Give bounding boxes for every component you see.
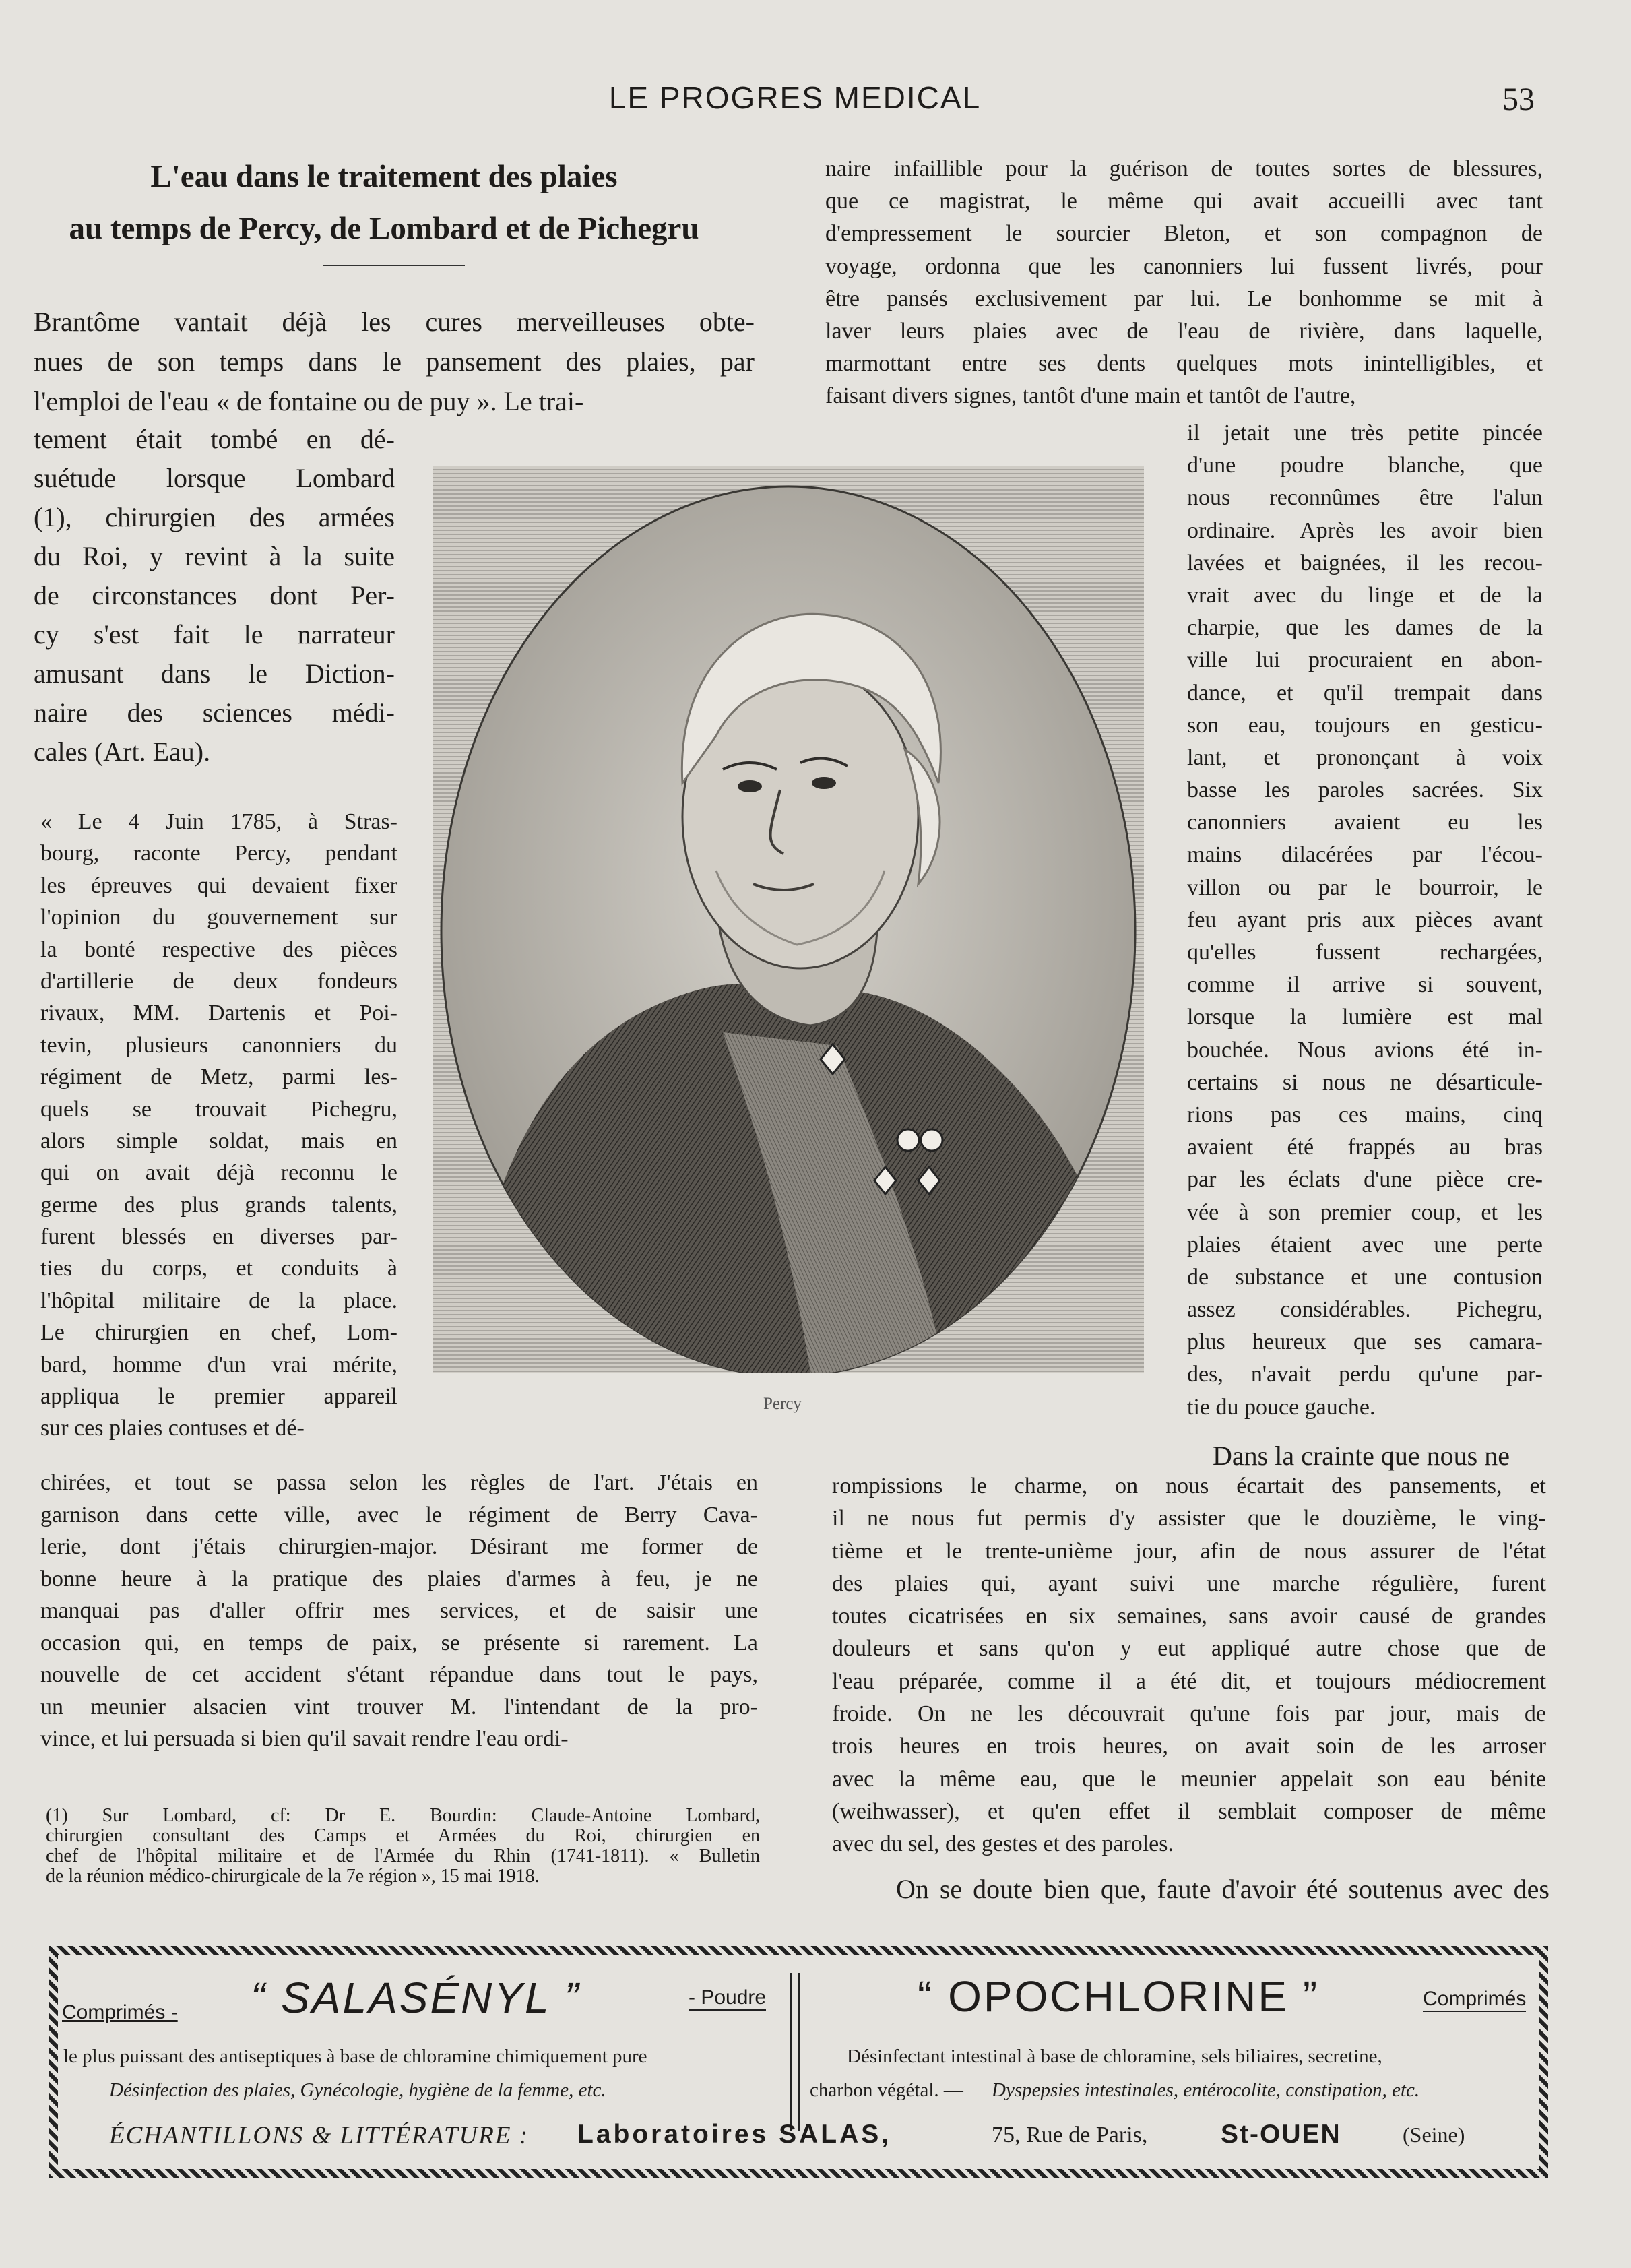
laboratory-city: St-OUEN xyxy=(1221,2120,1341,2149)
right-final-line: On se doute bien que, faute d'avoir été soutenus avec des xyxy=(896,1874,1549,1904)
right-narrow-line: plaies étaient avec une perte xyxy=(1187,1232,1543,1257)
right-narrow-line: d'une poudre blanche, que xyxy=(1187,453,1543,478)
intro-line: nues de son temps dans le pansement des plaies, par xyxy=(34,346,755,377)
intro-paragraph xyxy=(34,302,755,421)
quote-line: ties du corps, et conduits à xyxy=(40,1256,397,1282)
right-narrow-line: ordinaire. Après les avoir bien xyxy=(1187,517,1543,543)
right-bottom-line: froide. On ne les découvrait qu'une fois par jour, mais de xyxy=(832,1701,1546,1727)
page-number: 53 xyxy=(1502,82,1535,117)
right-bottom-line: douleurs et sans qu'on y eut appliqué autre chose que de xyxy=(832,1636,1546,1662)
quote-line: bard, homme d'un vrai mérite, xyxy=(40,1352,397,1377)
right-narrow-line: mains dilacérées par l'écou- xyxy=(1187,842,1543,868)
right-column-paragraph xyxy=(825,153,1543,413)
quote-line: régiment de Metz, parmi les- xyxy=(40,1065,397,1090)
right-narrow-line: bouchée. Nous avions été in- xyxy=(1187,1037,1543,1063)
footnote-line: chirurgien consultant des Camps et Armées du Roi, chirurgien en xyxy=(46,1826,760,1846)
salasenyl-description: le plus puissant des antiseptiques à base de chloramine chimiquement pure xyxy=(63,2046,647,2067)
laboratory-address: 75, Rue de Paris, xyxy=(992,2122,1148,2147)
right-narrow-line: comme il arrive si souvent, xyxy=(1187,972,1543,998)
quote-line: tevin, plusieurs canonniers du xyxy=(40,1032,397,1058)
right-bottom-line: rompissions le charme, on nous écartait des pansements, et xyxy=(832,1474,1546,1499)
footnote-line: de la réunion médico-chirurgicale de la 7e région », 15 mai 1918. xyxy=(46,1866,540,1887)
salasenyl-indications: Désinfection des plaies, Gynécologie, hygiène de la femme, etc. xyxy=(109,2079,606,2101)
right-bottom-line: avec la même eau, que le meunier appelait son eau bénite xyxy=(832,1766,1546,1792)
quote-line: appliqua le premier appareil xyxy=(40,1384,397,1410)
right-narrow-line: vrait avec du linge et de la xyxy=(1187,582,1543,608)
right-narrow-line: nous reconnûmes être l'alun xyxy=(1187,485,1543,511)
right-bottom-line: tième et le trente-unième jour, afin de nous assurer de l'état xyxy=(832,1538,1546,1564)
right-narrow-line: il jetait une très petite pincée xyxy=(1187,420,1543,445)
right-paragraph-start: Dans la crainte que nous ne xyxy=(1213,1441,1510,1471)
right-column-bottom-paragraph xyxy=(832,1470,1546,1861)
right-bottom-line: l'eau préparée, comme il a été dit, et toujours médiocrement xyxy=(832,1668,1546,1694)
quote-line: « Le 4 Juin 1785, à Stras- xyxy=(40,809,397,834)
quote-line: rivaux, MM. Dartenis et Poi- xyxy=(40,1001,397,1026)
quote-line: alors simple soldat, mais en xyxy=(40,1128,397,1154)
intro-narrow-line: du Roi, y revint à la suite xyxy=(34,541,395,571)
article-title-line-1: L'eau dans le traitement des plaies xyxy=(150,159,618,194)
right-narrow-line: par les éclats d'une pièce cre- xyxy=(1187,1167,1543,1193)
right-top-line: naire infaillible pour la guérison de toutes sortes de blessures, xyxy=(825,156,1543,181)
right-top-line: marmottant entre ses dents quelques mots inintelligibles, et xyxy=(825,351,1543,377)
right-narrow-line: plus heureux que ses camara- xyxy=(1187,1329,1543,1355)
right-bottom-line: des plaies qui, ayant suivi une marche régulière, furent xyxy=(832,1571,1546,1596)
right-narrow-line: dance, et qu'il trempait dans xyxy=(1187,680,1543,705)
intro-narrow-line: cales (Art. Eau). xyxy=(34,736,211,767)
quote-wide-line: chirées, et tout se passa selon les règles de l'art. J'étais en xyxy=(40,1470,758,1495)
right-narrow-line: vée à son premier coup, et les xyxy=(1187,1199,1543,1225)
intro-narrow-line: naire des sciences médi- xyxy=(34,697,395,728)
right-narrow-line: rions pas ces mains, cinq xyxy=(1187,1102,1543,1127)
right-narrow-line: qu'elles fussent rechargées, xyxy=(1187,940,1543,965)
quote-line: bourg, raconte Percy, pendant xyxy=(40,841,397,867)
portrait-percy-image xyxy=(433,466,1144,1373)
footnote-line: (1) Sur Lombard, cf: Dr E. Bourdin: Claude-Antoine Lombard, xyxy=(46,1806,760,1826)
quote-wide-line: manquai pas d'aller offrir mes services, et de saisir une xyxy=(40,1598,758,1623)
quote-line: Le chirurgien en chef, Lom- xyxy=(40,1320,397,1346)
right-narrow-line: son eau, toujours en gesticu- xyxy=(1187,712,1543,738)
salasenyl-form-left: Comprimés - xyxy=(62,2001,178,2023)
footnote xyxy=(46,1806,760,1887)
laboratory-name: Laboratoires SALAS, xyxy=(577,2120,892,2149)
intro-narrow-line: cy s'est fait le narrateur xyxy=(34,619,395,650)
portrait-engraving xyxy=(433,466,1144,1373)
samples-label: ÉCHANTILLONS & LITTÉRATURE : xyxy=(109,2122,530,2149)
quote-wide-line: lerie, dont j'étais chirurgien-major. Désirant me former de xyxy=(40,1534,758,1559)
portrait-caption: Percy xyxy=(763,1395,802,1413)
footnote-line: chef de l'hôpital militaire et de l'Armée du Rhin (1741-1811). « Bulletin xyxy=(46,1846,760,1866)
advertisement-banner xyxy=(49,1946,1548,2178)
quote-line: qui on avait déjà reconnu le xyxy=(40,1160,397,1186)
right-narrow-line: de substance et une contusion xyxy=(1187,1264,1543,1290)
right-narrow-line: lavées et baignées, il les recou- xyxy=(1187,550,1543,575)
intro-narrow-line: de circonstances dont Per- xyxy=(34,580,395,610)
quote-paragraph xyxy=(40,806,397,1445)
right-narrow-line: basse les paroles sacrées. Six xyxy=(1187,778,1543,803)
quote-paragraph-continued xyxy=(40,1467,758,1755)
intro-narrow-line: tement était tombé en dé- xyxy=(34,424,395,454)
right-narrow-line: villon ou par le bourroir, le xyxy=(1187,875,1543,900)
right-bottom-line: (weihwasser), et qu'en effet il semblait composer de même xyxy=(832,1798,1546,1824)
intro-narrow-line: (1), chirurgien des armées xyxy=(34,502,395,532)
laboratory-department: (Seine) xyxy=(1403,2122,1465,2147)
intro-narrow-line: suétude lorsque Lombard xyxy=(34,463,395,493)
quote-wide-line: un meunier alsacien vint trouver M. l'intendant de la pro- xyxy=(40,1694,758,1720)
opochlorine-form: Comprimés xyxy=(1423,1988,1526,2012)
quote-line: les épreuves qui devaient fixer xyxy=(40,873,397,898)
right-column-narrow-text xyxy=(1187,417,1543,1424)
right-top-line: faisant divers signes, tantôt d'une main et tantôt de l'autre, xyxy=(825,383,1356,409)
right-narrow-line: certains si nous ne désarticule- xyxy=(1187,1069,1543,1095)
quote-wide-line: occasion qui, en temps de paix, se présente si rarement. La xyxy=(40,1630,758,1656)
intro-narrow-line: amusant dans le Diction- xyxy=(34,658,395,689)
right-narrow-line: avaient été frappés au bras xyxy=(1187,1135,1543,1160)
quote-line: germe des plus grands talents, xyxy=(40,1192,397,1218)
salasenyl-form-right: - Poudre xyxy=(689,1986,766,2011)
right-bottom-line: il ne nous fut permis d'y assister que le douzième, le ving- xyxy=(832,1506,1546,1532)
quote-line: furent blessés en diverses par- xyxy=(40,1224,397,1250)
right-narrow-line: charpie, que les dames de la xyxy=(1187,615,1543,641)
intro-line: Brantôme vantait déjà les cures merveilleuses obte- xyxy=(34,307,755,337)
article-title-line-2: au temps de Percy, de Lombard et de Pichegru xyxy=(69,211,699,246)
right-narrow-line: des, n'avait perdu qu'une par- xyxy=(1187,1362,1543,1387)
opochlorine-brand: “ OPOCHLORINE ” xyxy=(918,1972,1320,2021)
quote-line: quels se trouvait Pichegru, xyxy=(40,1096,397,1122)
right-top-line: être pansés exclusivement par lui. Le bonhomme se mit à xyxy=(825,286,1543,311)
opochlorine-description: Désinfectant intestinal à base de chloramine, sels biliaires, secretine, xyxy=(847,2046,1382,2067)
right-narrow-line: lorsque la lumière est mal xyxy=(1187,1005,1543,1030)
right-narrow-line: ville lui procuraient en abon- xyxy=(1187,648,1543,673)
quote-line: l'opinion du gouvernement sur xyxy=(40,905,397,931)
quote-wide-line: bonne heure à la pratique des plaies d'armes à feu, je ne xyxy=(40,1566,758,1592)
right-top-line: d'empressement le sourcier Bleton, et son compagnon de xyxy=(825,221,1543,247)
right-narrow-line: tie du pouce gauche. xyxy=(1187,1394,1376,1420)
opochlorine-composition: charbon végétal. — xyxy=(810,2079,963,2101)
right-bottom-line: toutes cicatrisées en six semaines, sans avoir causé de grandes xyxy=(832,1604,1546,1629)
right-bottom-line: trois heures en trois heures, on avait soin de les arroser xyxy=(832,1734,1546,1759)
right-top-line: voyage, ordonna que les canonniers lui fussent livrés, pour xyxy=(825,253,1543,279)
opochlorine-indications: Dyspepsies intestinales, entérocolite, constipation, etc. xyxy=(992,2079,1420,2101)
right-top-line: laver leurs plaies avec de l'eau de rivière, dans laquelle, xyxy=(825,318,1543,344)
quote-wide-line: garnison dans cette ville, avec le régiment de Berry Cava- xyxy=(40,1502,758,1527)
right-narrow-line: feu ayant pris aux pièces avant xyxy=(1187,907,1543,933)
running-title: LE PROGRES MEDICAL xyxy=(608,80,982,115)
intro-line: l'emploi de l'eau « de fontaine ou de puy ». Le trai- xyxy=(34,386,584,416)
right-bottom-line: avec du sel, des gestes et des paroles. xyxy=(832,1831,1174,1857)
right-narrow-line: lant, et prononçant à voix xyxy=(1187,745,1543,770)
quote-line: d'artillerie de deux fondeurs xyxy=(40,968,397,994)
quote-wide-line: nouvelle de cet accident s'étant répandue dans tout le pays, xyxy=(40,1662,758,1687)
right-top-line: que ce magistrat, le même qui avait accueilli avec tant xyxy=(825,189,1543,214)
quote-line: la bonté respective des pièces xyxy=(40,937,397,962)
intro-paragraph-narrow xyxy=(34,420,395,771)
quote-wide-line: vince, et lui persuada si bien qu'il savait rendre l'eau ordi- xyxy=(40,1726,569,1751)
advertisement-divider xyxy=(790,1973,800,2131)
quote-line: sur ces plaies contuses et dé- xyxy=(40,1416,305,1441)
salasenyl-brand: “ SALASÉNYL ” xyxy=(251,1974,581,2022)
right-narrow-line: canonniers avaient eu les xyxy=(1187,810,1543,836)
right-narrow-line: assez considérables. Pichegru, xyxy=(1187,1297,1543,1323)
title-rule xyxy=(323,265,465,266)
quote-line: l'hôpital militaire de la place. xyxy=(40,1288,397,1313)
